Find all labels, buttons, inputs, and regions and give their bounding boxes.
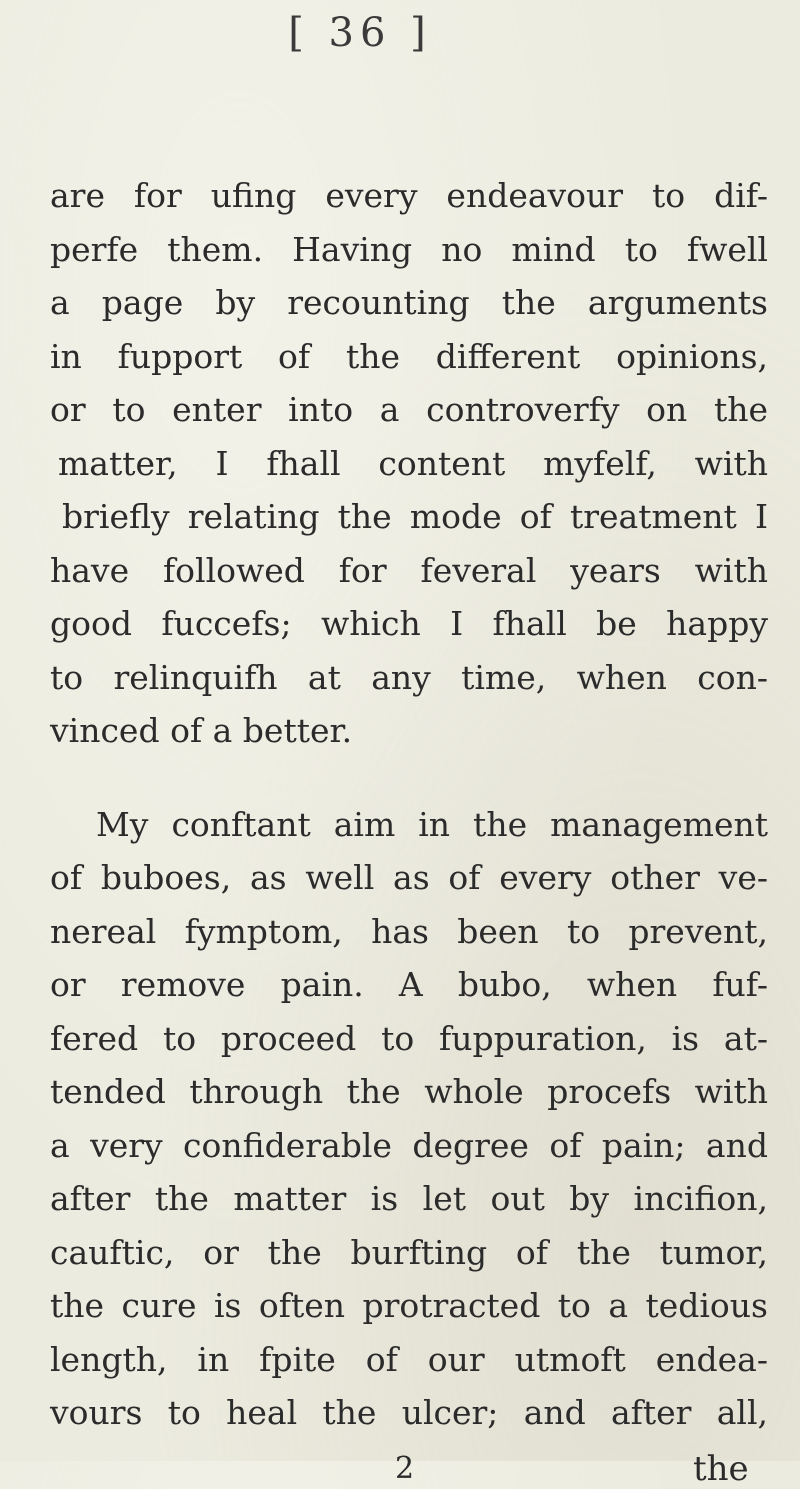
text-line: have followed for feveral years with [50, 551, 768, 590]
text-line: after the matter is let out by incifion, [50, 1179, 768, 1218]
text-line: nereal fymptom, has been to prevent, [50, 912, 768, 951]
text-line: length, in fpite of our utmoft endea- [50, 1340, 768, 1379]
text-line: good fuccefs; which I fhall be happy [50, 604, 768, 643]
text-line: or to enter into a controverfy on the [50, 390, 768, 429]
text-line: briefly relating the mode of treatment I [62, 497, 768, 536]
text-line: vours to heal the ulcer; and after all, [50, 1393, 768, 1432]
text-line: are for ufing every endeavour to dif- [50, 176, 768, 215]
text-line: vinced of a better. [50, 711, 353, 750]
text-line: fered to proceed to fuppuration, is at- [50, 1019, 768, 1058]
text-line: perfe them. Having no mind to fwell [50, 230, 768, 269]
page-number: [ 36 ] [288, 10, 432, 56]
text-line: cauftic, or the burfting of the tumor, [50, 1233, 768, 1272]
text-line: to relinquifh at any time, when con- [50, 658, 768, 697]
text-line: of buboes, as well as of every other ve- [50, 858, 768, 897]
text-line: or remove pain. A bubo, when fuf- [50, 965, 768, 1004]
signature-mark: 2 [395, 1451, 415, 1486]
text-line: a page by recounting the arguments [50, 283, 768, 322]
text-line: the cure is often protracted to a tedious [50, 1286, 768, 1325]
text-line: matter, I fhall content myfelf, with [58, 444, 768, 483]
text-line: tended through the whole procefs with [50, 1072, 768, 1111]
text-line: a very confiderable degree of pain; and [50, 1126, 768, 1165]
text-line: My conftant aim in the management [96, 805, 768, 844]
text-line: in fupport of the different opinions, [50, 337, 768, 376]
catchword: the [693, 1449, 749, 1489]
